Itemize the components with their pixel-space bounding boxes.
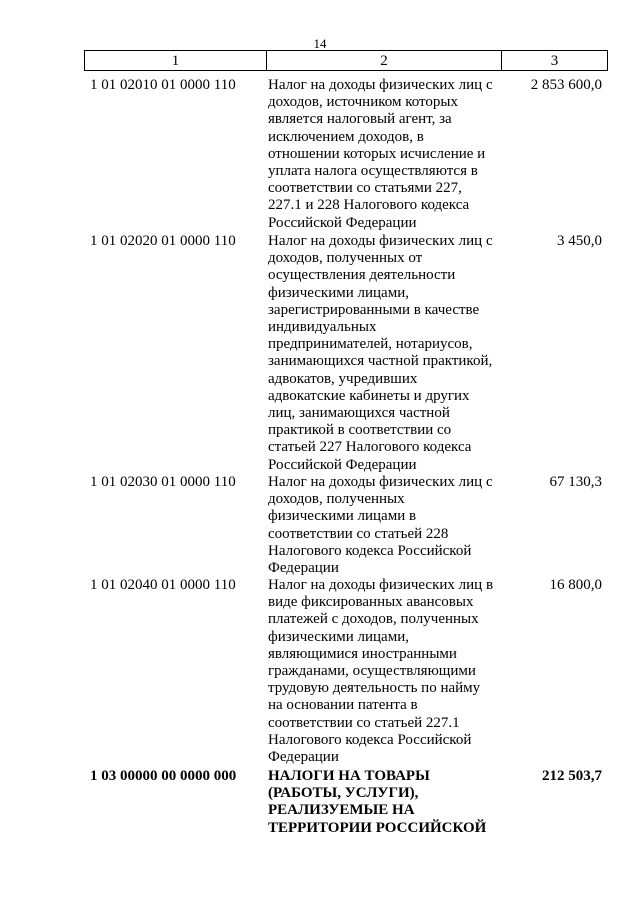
revenue-name-line: Российской Федерации <box>268 214 417 231</box>
revenue-name-line: 227.1 и 228 Налогового кодекса <box>268 197 470 214</box>
column-header-table <box>84 50 608 71</box>
revenue-name-line: предпринимателей, нотариусов, <box>268 336 473 353</box>
revenue-name-line: статьей 227 Налогового кодекса <box>268 439 472 456</box>
revenue-name-line: лиц, занимающихся частной <box>268 405 450 422</box>
revenue-name-line: платежей с доходов, полученных <box>268 611 479 628</box>
revenue-name-line: ТЕРРИТОРИИ РОССИЙСКОЙ <box>268 819 487 836</box>
revenue-name <box>268 768 504 837</box>
revenue-name <box>268 474 504 577</box>
revenue-name-line: на основании патента в <box>268 697 418 714</box>
budget-classification-code: 1 01 02010 01 0000 110 <box>90 77 236 93</box>
revenue-name-line: виде фиксированных авансовых <box>268 594 474 611</box>
page-number: 14 <box>313 36 327 51</box>
amount-value: 67 130,3 <box>549 474 602 490</box>
revenue-name <box>268 77 504 232</box>
revenue-name-line: являющимися иностранными <box>268 645 457 662</box>
revenue-name-line: доходов, источником которых <box>268 94 458 111</box>
revenue-name-line: Налогового кодекса Российской <box>268 731 472 748</box>
revenue-name-line: доходов, полученных <box>268 491 405 508</box>
revenue-name-line: Налог на доходы физических лиц с <box>268 77 493 93</box>
revenue-name-line: адвокатские кабинеты и других <box>268 387 470 404</box>
revenue-name-line: (РАБОТЫ, УСЛУГИ), <box>268 785 419 802</box>
budget-classification-code: 1 03 00000 00 0000 000 <box>90 768 237 784</box>
revenue-name-line: Налог на доходы физических лиц в <box>268 577 494 593</box>
revenue-name-line: физическими лицами в <box>268 508 417 525</box>
revenue-name-line: соответствии со статьями 227, <box>268 180 462 197</box>
revenue-name-line: Налог на доходы физических лиц с <box>268 233 493 249</box>
revenue-name-line: является налоговый агент, за <box>268 111 452 128</box>
revenue-name-line: Федерации <box>268 560 339 577</box>
budget-classification-code: 1 01 02020 01 0000 110 <box>90 233 236 249</box>
revenue-name-line: Федерации <box>268 749 339 766</box>
revenue-name-line: индивидуальных <box>268 319 377 336</box>
revenue-name-line: адвокатов, учредивших <box>268 370 418 387</box>
amount-value: 212 503,7 <box>542 768 602 784</box>
column-header-1: 1 <box>85 51 267 71</box>
revenue-name-line: исключением доходов, в <box>268 128 424 145</box>
revenue-name-line: физическими лицами, <box>268 628 409 645</box>
revenue-name-line: Российской Федерации <box>268 456 417 473</box>
revenue-name <box>268 233 504 474</box>
revenue-name-line: РЕАЛИЗУЕМЫЕ НА <box>268 802 415 819</box>
column-header-2: 2 <box>267 51 502 71</box>
revenue-name-line: Налогового кодекса Российской <box>268 542 472 559</box>
revenue-name-line: соответствии со статьей 227.1 <box>268 714 460 731</box>
amount-value: 3 450,0 <box>557 233 602 249</box>
revenue-name-line: зарегистрированными в качестве <box>268 301 480 318</box>
revenue-name-line: НАЛОГИ НА ТОВАРЫ <box>268 768 430 784</box>
revenue-name-line: занимающихся частной практикой, <box>268 353 493 370</box>
revenue-name-line: доходов, полученных от <box>268 250 423 267</box>
amount-value: 16 800,0 <box>549 577 602 593</box>
revenue-name-line: осуществления деятельности <box>268 267 456 284</box>
budget-classification-code: 1 01 02040 01 0000 110 <box>90 577 236 593</box>
amount-value: 2 853 600,0 <box>530 77 602 93</box>
revenue-name <box>268 577 504 766</box>
revenue-name-line: Налог на доходы физических лиц с <box>268 474 493 490</box>
revenue-name-line: гражданами, осуществляющими <box>268 663 476 680</box>
revenue-name-line: трудовую деятельность по найму <box>268 680 481 697</box>
revenue-name-line: уплата налога осуществляются в <box>268 163 478 180</box>
column-header-row <box>85 51 608 71</box>
budget-classification-code: 1 01 02030 01 0000 110 <box>90 474 236 490</box>
revenue-name-line: физическими лицами, <box>268 284 409 301</box>
revenue-name-line: практикой в соответствии со <box>268 422 452 439</box>
revenue-name-line: соответствии со статьей 228 <box>268 525 449 542</box>
column-header-3: 3 <box>502 51 608 71</box>
revenue-name-line: отношении которых исчисление и <box>268 145 486 162</box>
